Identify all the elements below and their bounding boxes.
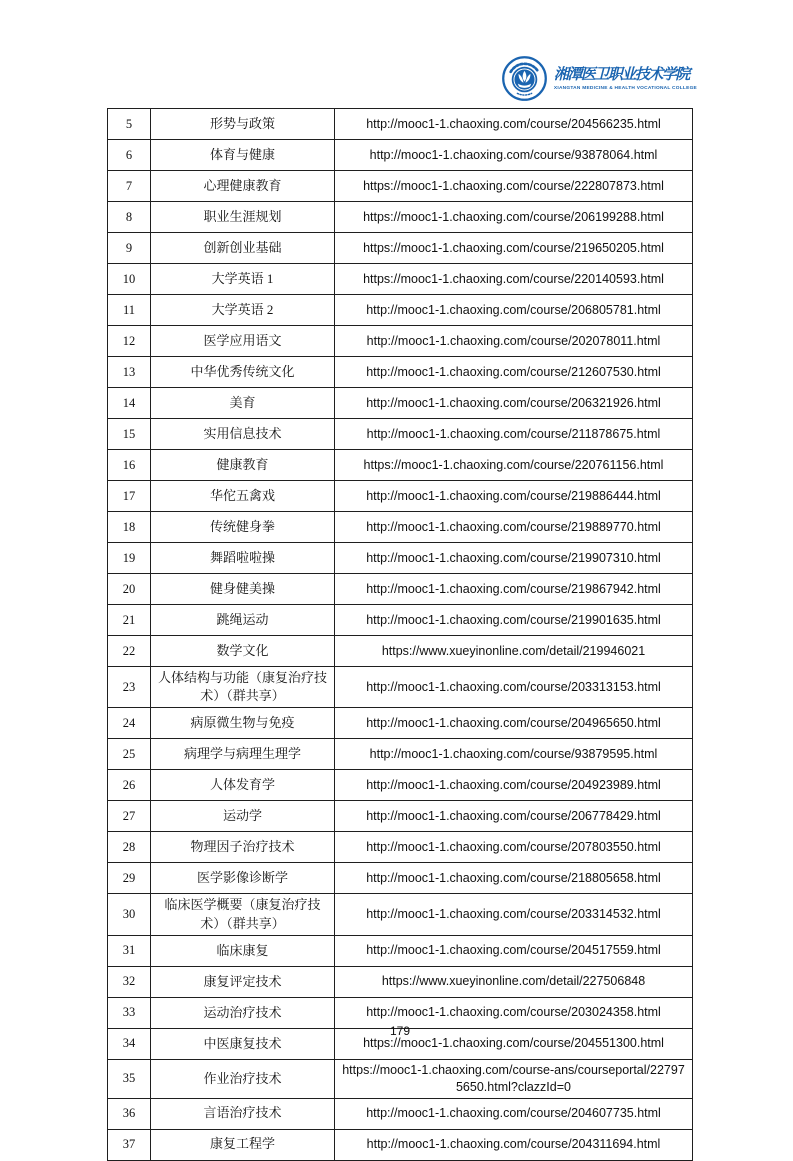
course-number: 37 xyxy=(108,1129,151,1160)
course-name: 职业生涯规划 xyxy=(151,202,335,233)
table-row xyxy=(108,295,693,326)
course-url: http://mooc1-1.chaoxing.com/course/204965650.html xyxy=(335,708,693,739)
course-name: 健身健美操 xyxy=(151,574,335,605)
course-number: 19 xyxy=(108,543,151,574)
table-row xyxy=(108,357,693,388)
course-number: 6 xyxy=(108,140,151,171)
course-number: 26 xyxy=(108,770,151,801)
table-row xyxy=(108,935,693,966)
table-row xyxy=(108,171,693,202)
course-url: https://mooc1-1.chaoxing.com/course/220761156.html xyxy=(335,450,693,481)
course-number: 22 xyxy=(108,636,151,667)
course-url: http://mooc1-1.chaoxing.com/course/207803550.html xyxy=(335,832,693,863)
course-name: 病理学与病理生理学 xyxy=(151,739,335,770)
course-number: 14 xyxy=(108,388,151,419)
course-url: https://mooc1-1.chaoxing.com/course/206199288.html xyxy=(335,202,693,233)
course-name: 形势与政策 xyxy=(151,109,335,140)
course-number: 9 xyxy=(108,233,151,264)
table-row xyxy=(108,450,693,481)
course-url: http://mooc1-1.chaoxing.com/course/204566235.html xyxy=(335,109,693,140)
course-name: 跳绳运动 xyxy=(151,605,335,636)
course-number: 30 xyxy=(108,894,151,935)
course-name: 运动治疗技术 xyxy=(151,997,335,1028)
course-number: 5 xyxy=(108,109,151,140)
course-number: 35 xyxy=(108,1059,151,1098)
college-logotype xyxy=(554,66,697,91)
table-row xyxy=(108,419,693,450)
course-name: 数学文化 xyxy=(151,636,335,667)
table-row xyxy=(108,801,693,832)
table-row xyxy=(108,894,693,935)
course-number: 8 xyxy=(108,202,151,233)
course-url: http://mooc1-1.chaoxing.com/course/204923989.html xyxy=(335,770,693,801)
course-name: 中华优秀传统文化 xyxy=(151,357,335,388)
table-row xyxy=(108,1129,693,1160)
course-url: https://mooc1-1.chaoxing.com/course-ans/courseportal/227975650.html?clazzId=0 xyxy=(335,1059,693,1098)
table-row xyxy=(108,1059,693,1098)
course-url: http://mooc1-1.chaoxing.com/course/206778429.html xyxy=(335,801,693,832)
course-url: http://mooc1-1.chaoxing.com/course/202078011.html xyxy=(335,326,693,357)
table-row xyxy=(108,140,693,171)
college-name-zh: 湘潭医卫职业技术学院 xyxy=(553,67,689,83)
course-name: 大学英语 2 xyxy=(151,295,335,326)
course-url: http://mooc1-1.chaoxing.com/course/204517559.html xyxy=(335,935,693,966)
course-url: http://mooc1-1.chaoxing.com/course/219901635.html xyxy=(335,605,693,636)
course-number: 20 xyxy=(108,574,151,605)
course-name: 人体发育学 xyxy=(151,770,335,801)
table-row xyxy=(108,739,693,770)
table-row xyxy=(108,202,693,233)
course-url: http://mooc1-1.chaoxing.com/course/204607735.html xyxy=(335,1098,693,1129)
course-url: http://mooc1-1.chaoxing.com/course/218805658.html xyxy=(335,863,693,894)
table-row xyxy=(108,966,693,997)
table-row xyxy=(108,512,693,543)
course-url: https://mooc1-1.chaoxing.com/course/222807873.html xyxy=(335,171,693,202)
course-url: http://mooc1-1.chaoxing.com/course/206321926.html xyxy=(335,388,693,419)
course-name: 运动学 xyxy=(151,801,335,832)
page-number: 179 xyxy=(389,1024,411,1038)
course-url: http://mooc1-1.chaoxing.com/course/219889770.html xyxy=(335,512,693,543)
course-name: 临床康复 xyxy=(151,935,335,966)
course-number: 25 xyxy=(108,739,151,770)
course-name: 传统健身拳 xyxy=(151,512,335,543)
table-row xyxy=(108,326,693,357)
table-row xyxy=(108,667,693,708)
course-number: 32 xyxy=(108,966,151,997)
course-number: 24 xyxy=(108,708,151,739)
college-emblem-icon xyxy=(502,56,547,101)
course-number: 17 xyxy=(108,481,151,512)
course-url: http://mooc1-1.chaoxing.com/course/219867942.html xyxy=(335,574,693,605)
course-number: 10 xyxy=(108,264,151,295)
table-row xyxy=(108,109,693,140)
course-name: 临床医学概要（康复治疗技术）（群共享） xyxy=(151,894,335,935)
course-number: 33 xyxy=(108,997,151,1028)
course-name: 康复评定技术 xyxy=(151,966,335,997)
course-name: 大学英语 1 xyxy=(151,264,335,295)
table-row xyxy=(108,233,693,264)
table-row xyxy=(108,832,693,863)
course-name: 实用信息技术 xyxy=(151,419,335,450)
course-number: 34 xyxy=(108,1028,151,1059)
table-row xyxy=(108,1098,693,1129)
course-link-table xyxy=(107,108,693,1161)
course-number: 28 xyxy=(108,832,151,863)
course-number: 21 xyxy=(108,605,151,636)
table-row xyxy=(108,863,693,894)
course-number: 12 xyxy=(108,326,151,357)
course-name: 病原微生物与免疫 xyxy=(151,708,335,739)
course-number: 31 xyxy=(108,935,151,966)
course-name: 创新创业基础 xyxy=(151,233,335,264)
course-url: http://mooc1-1.chaoxing.com/course/203314532.html xyxy=(335,894,693,935)
course-url: https://mooc1-1.chaoxing.com/course/219650205.html xyxy=(335,233,693,264)
table-row xyxy=(108,543,693,574)
course-url: http://mooc1-1.chaoxing.com/course/203024358.html xyxy=(335,997,693,1028)
course-url: http://mooc1-1.chaoxing.com/course/93878064.html xyxy=(335,140,693,171)
table-row xyxy=(108,574,693,605)
course-name: 医学影像诊断学 xyxy=(151,863,335,894)
course-name: 体育与健康 xyxy=(151,140,335,171)
table-row xyxy=(108,388,693,419)
course-number: 23 xyxy=(108,667,151,708)
course-url: http://mooc1-1.chaoxing.com/course/204311694.html xyxy=(335,1129,693,1160)
course-name: 美育 xyxy=(151,388,335,419)
course-name: 康复工程学 xyxy=(151,1129,335,1160)
course-table-body xyxy=(108,109,693,1161)
table-row xyxy=(108,481,693,512)
header xyxy=(502,56,697,101)
course-name: 医学应用语文 xyxy=(151,326,335,357)
course-url: https://www.xueyinonline.com/detail/219946021 xyxy=(335,636,693,667)
course-name: 言语治疗技术 xyxy=(151,1098,335,1129)
course-name: 心理健康教育 xyxy=(151,171,335,202)
course-number: 15 xyxy=(108,419,151,450)
course-name: 人体结构与功能（康复治疗技术）（群共享） xyxy=(151,667,335,708)
table-row xyxy=(108,770,693,801)
course-name: 物理因子治疗技术 xyxy=(151,832,335,863)
course-url: http://mooc1-1.chaoxing.com/course/212607530.html xyxy=(335,357,693,388)
course-number: 18 xyxy=(108,512,151,543)
course-url: http://mooc1-1.chaoxing.com/course/219886444.html xyxy=(335,481,693,512)
course-number: 29 xyxy=(108,863,151,894)
table-row xyxy=(108,708,693,739)
course-url: http://mooc1-1.chaoxing.com/course/219907310.html xyxy=(335,543,693,574)
course-url: http://mooc1-1.chaoxing.com/course/211878675.html xyxy=(335,419,693,450)
course-url: https://mooc1-1.chaoxing.com/course/204551300.html xyxy=(335,1028,693,1059)
course-url: http://mooc1-1.chaoxing.com/course/206805781.html xyxy=(335,295,693,326)
course-number: 36 xyxy=(108,1098,151,1129)
course-number: 11 xyxy=(108,295,151,326)
course-name: 中医康复技术 xyxy=(151,1028,335,1059)
course-url: http://mooc1-1.chaoxing.com/course/93879595.html xyxy=(335,739,693,770)
course-number: 16 xyxy=(108,450,151,481)
course-url: https://mooc1-1.chaoxing.com/course/220140593.html xyxy=(335,264,693,295)
course-name: 华佗五禽戏 xyxy=(151,481,335,512)
course-name: 舞蹈啦啦操 xyxy=(151,543,335,574)
course-name: 健康教育 xyxy=(151,450,335,481)
table-row xyxy=(108,605,693,636)
college-name-en: XIANGTAN MEDICINE & HEALTH VOCATIONAL COLLEGE xyxy=(553,86,697,91)
course-number: 7 xyxy=(108,171,151,202)
course-number: 13 xyxy=(108,357,151,388)
course-name: 作业治疗技术 xyxy=(151,1059,335,1098)
course-url: http://mooc1-1.chaoxing.com/course/203313153.html xyxy=(335,667,693,708)
course-url: https://www.xueyinonline.com/detail/227506848 xyxy=(335,966,693,997)
table-row xyxy=(108,636,693,667)
course-number: 27 xyxy=(108,801,151,832)
table-row xyxy=(108,264,693,295)
